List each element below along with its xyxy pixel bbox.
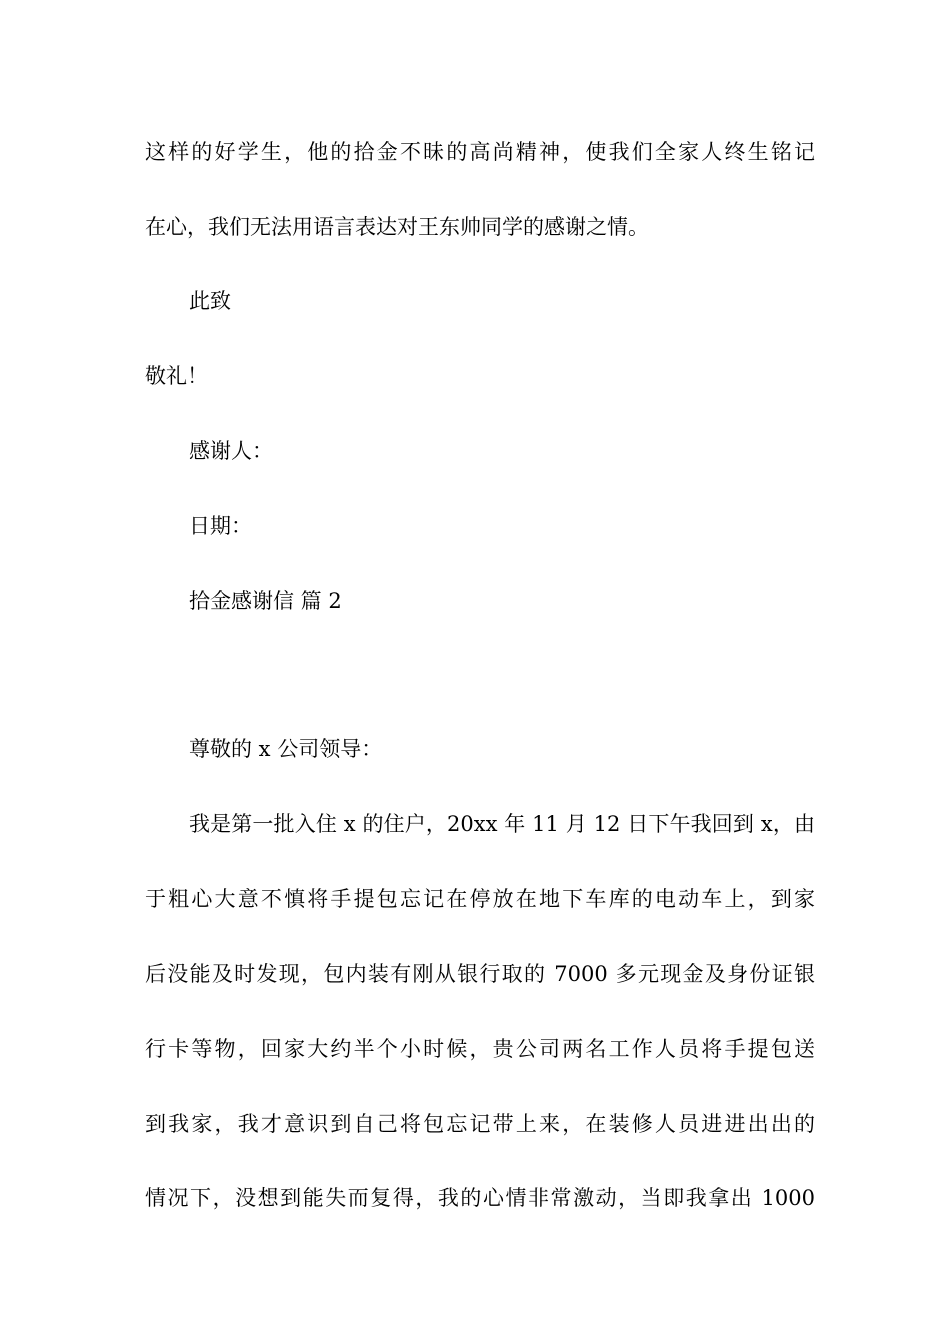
closing-respect: 敬礼！: [145, 364, 208, 388]
closing-salutation: 此致: [189, 289, 231, 313]
paragraph-line: 我是第一批入住 x 的住户，20xx 年 11 月 12 日下午我回到 x，由: [189, 812, 815, 836]
paragraph-line: 于粗心大意不慎将手提包忘记在停放在地下车库的电动车上，到家: [145, 887, 815, 911]
date-label: 日期：: [189, 514, 252, 538]
paragraph-line: 情况下，没想到能失而复得，我的心情非常激动，当即我拿出 1000: [145, 1186, 815, 1210]
paragraph-line: 这样的好学生，他的拾金不昧的高尚精神，使我们全家人终生铭记: [145, 140, 815, 164]
signer-label: 感谢人：: [189, 439, 273, 463]
paragraph-line: 行卡等物，回家大约半个小时候，贵公司两名工作人员将手提包送: [145, 1037, 815, 1061]
paragraph-line: 到我家，我才意识到自己将包忘记带上来，在装修人员进进出出的: [145, 1112, 815, 1136]
section-title: 拾金感谢信 篇 2: [189, 589, 342, 613]
paragraph-line: 后没能及时发现，包内装有刚从银行取的 7000 多元现金及身份证银: [145, 962, 815, 986]
paragraph-line: 在心，我们无法用语言表达对王东帅同学的感谢之情。: [145, 215, 649, 239]
letter-salutation: 尊敬的 x 公司领导：: [189, 737, 383, 761]
